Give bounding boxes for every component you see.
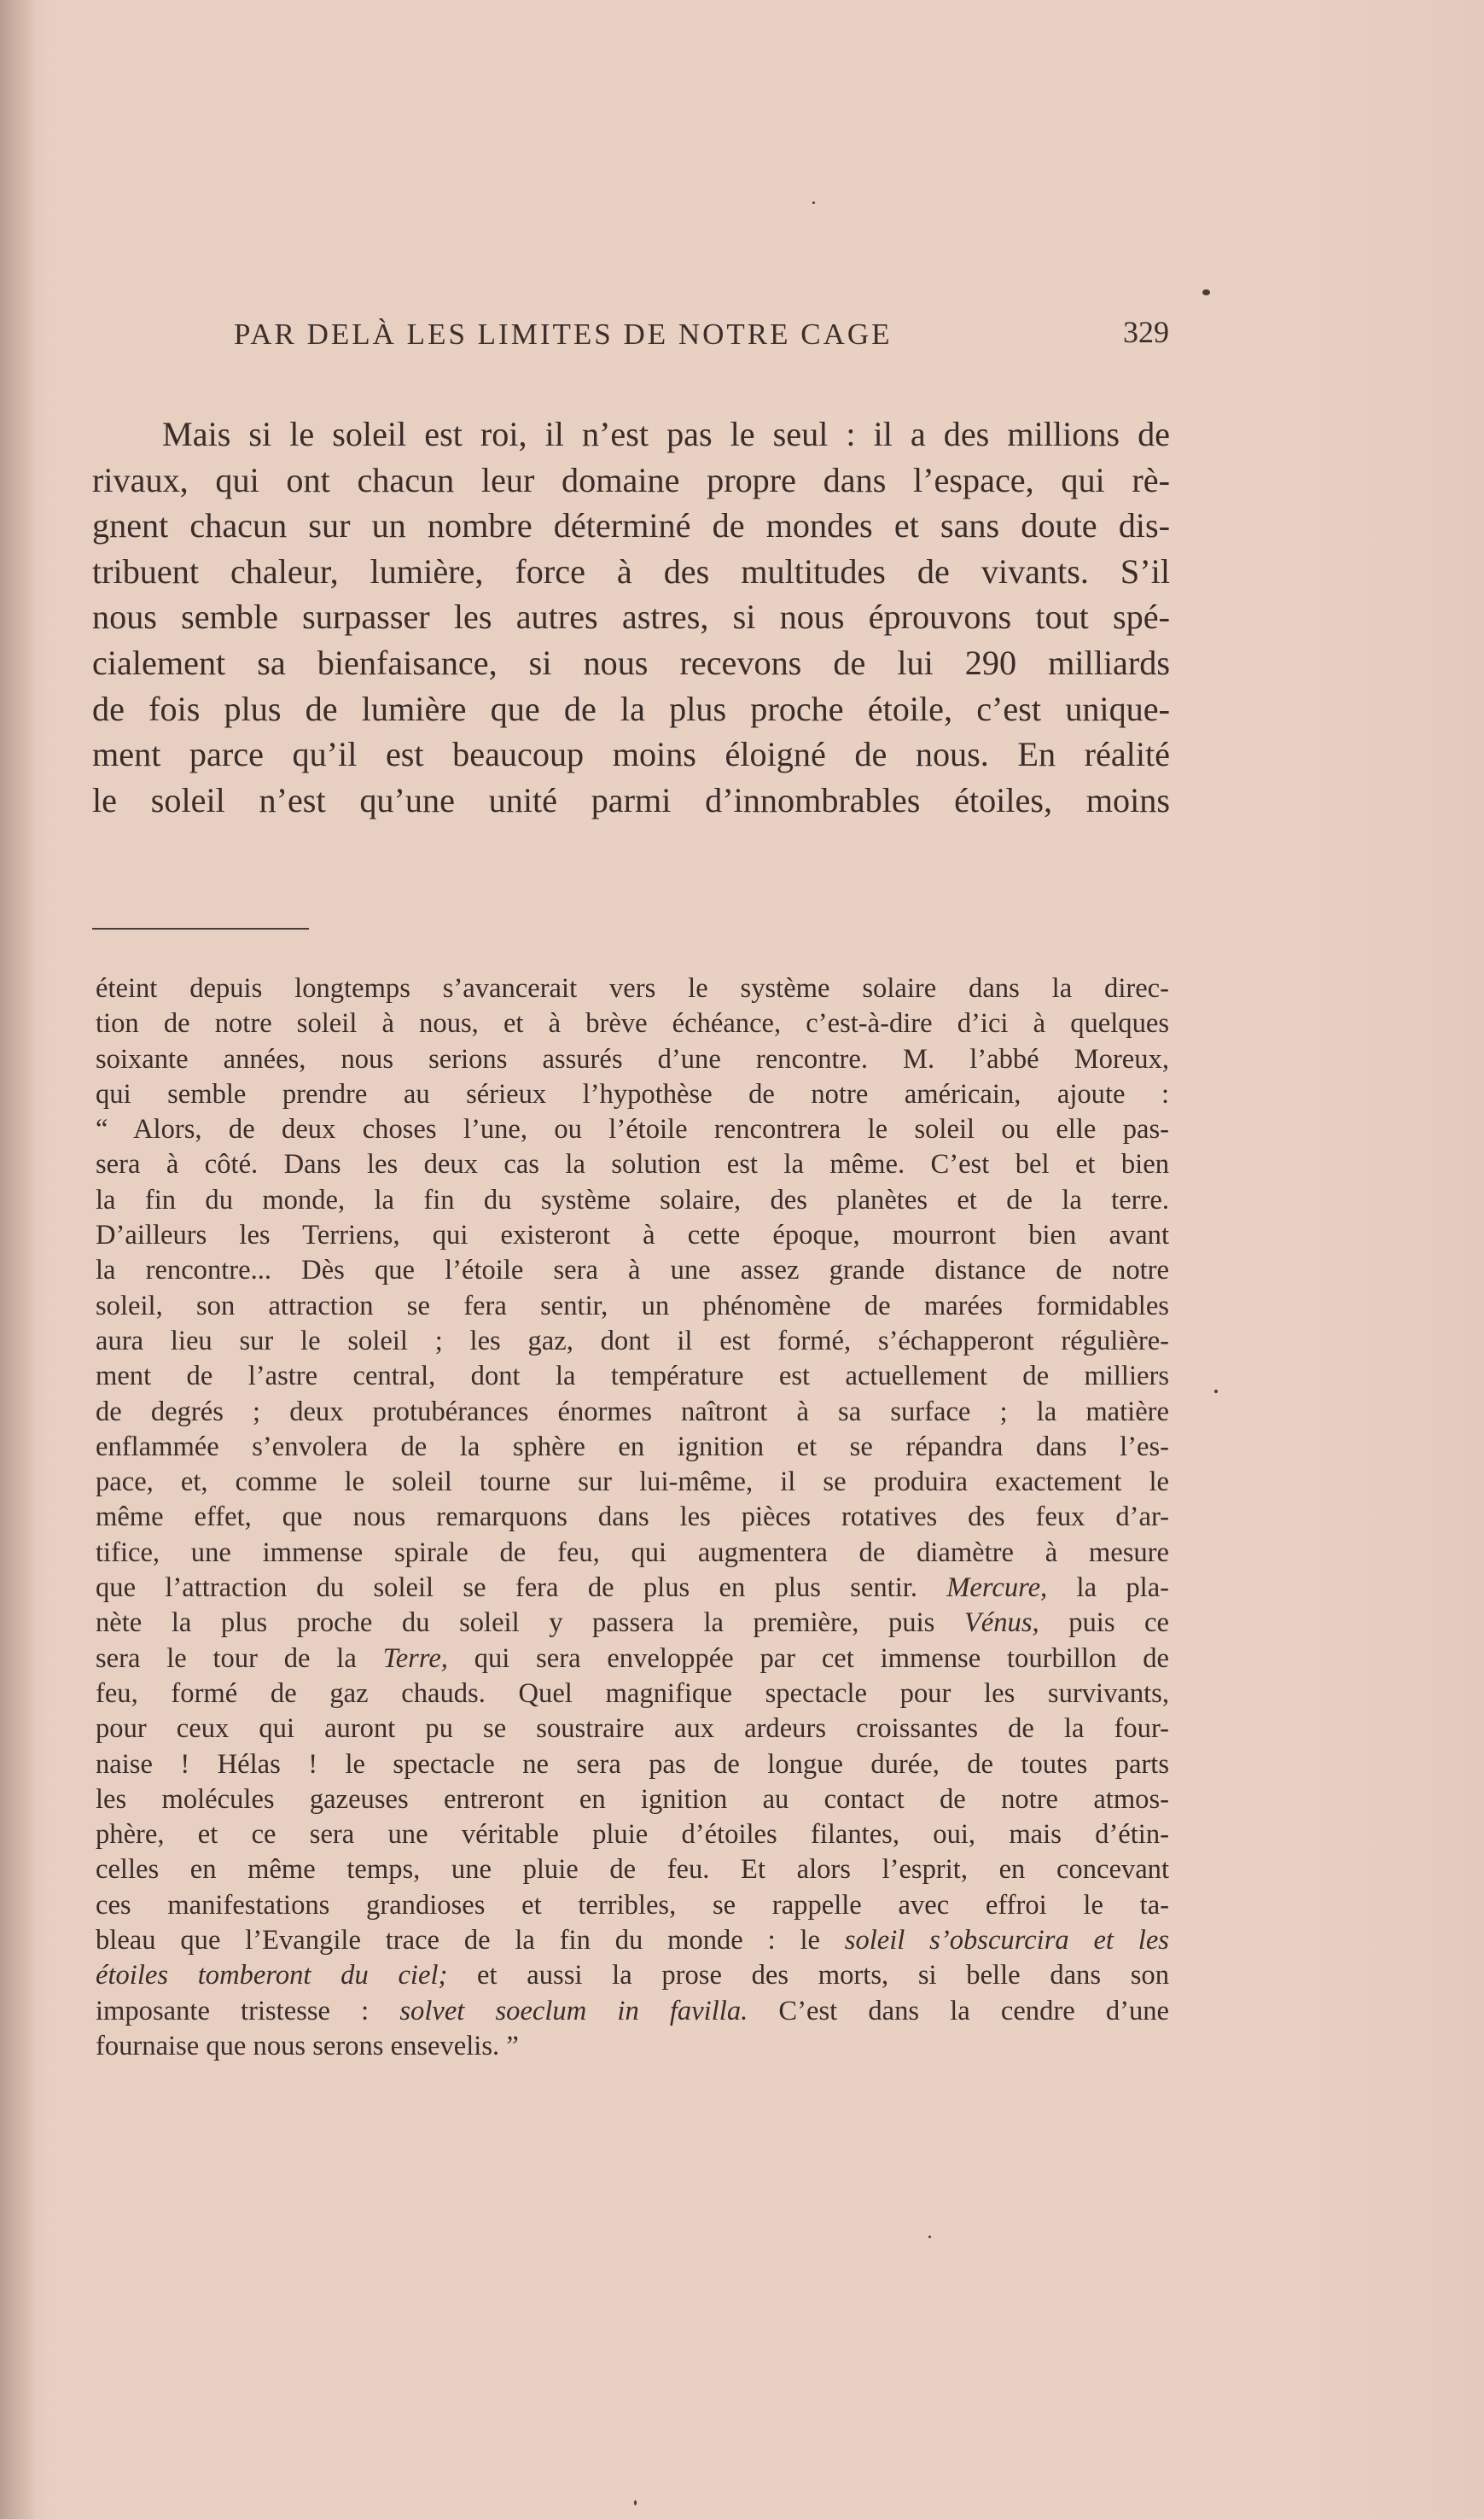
footnote-line <box>96 1395 1169 1430</box>
footnote-line <box>96 1852 1169 1887</box>
footnote-text: les molécules gazeuses entreront en ignition au contact de notre atmos- <box>96 1783 1169 1815</box>
footnote-line <box>96 1888 1169 1923</box>
footnote-text: la fin du monde, la fin du système solaire, des planètes et de la terre. <box>96 1184 1169 1216</box>
ink-speck <box>1214 1390 1218 1393</box>
footnote-text: pace, et, comme le soleil tourne sur lui-même, il se produira exactement le <box>96 1467 1169 1498</box>
footnote-separator <box>92 928 309 930</box>
footnote-text: sera le tour de la <box>96 1642 383 1674</box>
footnote-italic-text: étoiles tomberont du ciel; <box>96 1960 448 1991</box>
footnote-line <box>96 1923 1169 1958</box>
footnote-italic-text: soleil s’obscurcira et les <box>844 1925 1169 1956</box>
footnote-line <box>96 1289 1169 1324</box>
footnote-line <box>96 1253 1169 1288</box>
page-gutter-shadow <box>0 0 36 2519</box>
main-text-line: nous semble surpasser les autres astres, si nous éprouvons tout spé- <box>92 598 1170 637</box>
footnote-line <box>96 1183 1169 1218</box>
footnote-text: de degrés ; deux protubérances énormes naîtront à sa surface ; la matière <box>96 1396 1169 1427</box>
footnote-text: ment de l’astre central, dont la température est actuellement de milliers <box>96 1361 1169 1392</box>
footnote-line <box>96 1994 1169 2029</box>
main-paragraph <box>92 411 1170 823</box>
footnote-line <box>96 1465 1169 1500</box>
footnote-text: tifice, une immense spirale de feu, qui augmentera de diamètre à mesure <box>96 1536 1169 1568</box>
footnote-line <box>96 1536 1169 1571</box>
footnote-line <box>96 1676 1169 1711</box>
ink-speck <box>812 201 815 204</box>
page-header <box>230 311 1169 362</box>
footnote-line <box>96 1958 1169 1993</box>
footnote-text: la rencontre... Dès que l’étoile sera à une assez grande distance de notre <box>96 1255 1169 1286</box>
footnote <box>96 971 1169 2064</box>
footnote-text: que l’attraction du soleil se fera de plus en plus sentir. <box>96 1572 947 1604</box>
ink-speck <box>1202 289 1210 295</box>
main-text-line: gnent chacun sur un nombre déterminé de mondes et sans doute dis- <box>92 506 1170 545</box>
footnote-line <box>96 2029 1169 2064</box>
main-text-line: de fois plus de lumière que de la plus proche étoile, c’est unique- <box>92 689 1170 728</box>
footnote-line <box>96 1711 1169 1746</box>
footnote-text: fournaise que nous serons ensevelis. ” <box>96 2030 519 2061</box>
footnote-line <box>96 1006 1169 1041</box>
footnote-line <box>96 1147 1169 1182</box>
running-title: PAR DELÀ LES LIMITES DE NOTRE CAGE <box>234 318 893 351</box>
footnote-text: qui sera enveloppée par cet immense tourbillon de <box>447 1642 1169 1674</box>
ink-speck <box>928 2236 931 2238</box>
footnote-line <box>96 1218 1169 1253</box>
footnote-text: enflammée s’envolera de la sphère en ignition et se répandra dans l’es- <box>96 1431 1169 1462</box>
footnote-text: éteint depuis longtemps s’avancerait vers le système solaire dans la direc- <box>96 973 1169 1004</box>
footnote-text: phère, et ce sera une véritable pluie d’étoiles filantes, oui, mais d’étin- <box>96 1819 1169 1851</box>
main-text-line: cialement sa bienfaisance, si nous recevons de lui 290 milliards <box>92 643 1170 682</box>
footnote-text: soixante années, nous serions assurés d’une rencontre. M. l’abbé Moreux, <box>96 1043 1169 1075</box>
main-text-line: ment parce qu’il est beaucoup moins éloigné de nous. En réalité <box>92 735 1170 774</box>
footnote-text: aura lieu sur le soleil ; les gaz, dont il est formé, s’échapperont régulière- <box>96 1325 1169 1356</box>
footnote-text: ces manifestations grandioses et terribles, se rappelle avec effroi le ta- <box>96 1889 1169 1921</box>
footnote-line <box>96 1430 1169 1465</box>
footnote-line <box>96 1042 1169 1077</box>
footnote-line <box>96 1782 1169 1817</box>
footnote-text: la pla- <box>1047 1572 1169 1604</box>
footnote-text: tion de notre soleil à nous, et à brève échéance, c’est-à-dire d’ici à quelques <box>96 1008 1169 1040</box>
footnote-text: D’ailleurs les Terriens, qui existeront à cette époque, mourront bien avant <box>96 1220 1169 1251</box>
footnote-line <box>96 1747 1169 1782</box>
footnote-text: même effet, que nous remarquons dans les pièces rotatives des feux d’ar- <box>96 1501 1169 1533</box>
footnote-line <box>96 1641 1169 1676</box>
footnote-line <box>96 1606 1169 1641</box>
main-text-line: le soleil n’est qu’une unité parmi d’innombrables étoiles, moins <box>92 780 1170 819</box>
footnote-text: et aussi la prose des morts, si belle dans son <box>447 1960 1169 1991</box>
footnote-italic-text: Terre, <box>382 1642 448 1674</box>
footnote-line <box>96 1500 1169 1535</box>
footnote-italic-text: Mercure, <box>946 1572 1048 1604</box>
footnote-italic-text: Vénus, <box>963 1607 1039 1639</box>
footnote-line <box>96 971 1169 1006</box>
footnote-text: C’est dans la cendre d’une <box>748 1995 1169 2026</box>
main-text-line: tribuent chaleur, lumière, force à des multitudes de vivants. S’il <box>92 551 1170 591</box>
footnote-text: sera à côté. Dans les deux cas la solution est la même. C’est bel et bien <box>96 1149 1169 1181</box>
footnote-line <box>96 1571 1169 1606</box>
footnote-text: imposante tristesse : <box>96 1995 400 2026</box>
footnote-text: bleau que l’Evangile trace de la fin du monde : le <box>96 1925 845 1956</box>
footnote-text: puis ce <box>1039 1607 1169 1639</box>
main-text-line: Mais si le soleil est roi, il n’est pas le seul : il a des millions de <box>162 415 1170 453</box>
footnote-text: celles en même temps, une pluie de feu. Et alors l’esprit, en concevant <box>96 1854 1169 1886</box>
footnote-line <box>96 1817 1169 1852</box>
footnote-line <box>96 1359 1169 1394</box>
footnote-line <box>96 1077 1169 1112</box>
footnote-italic-text: solvet soeclum in favilla. <box>399 1995 748 2026</box>
footnote-text: soleil, son attraction se fera sentir, un phénomène de marées formidables <box>96 1290 1169 1321</box>
ink-speck <box>634 2500 637 2505</box>
footnote-text: qui semble prendre au sérieux l’hypothèse de notre américain, ajoute : <box>96 1078 1169 1110</box>
main-text-line: rivaux, qui ont chacun leur domaine propre dans l’espace, qui rè- <box>92 460 1170 499</box>
footnote-text: “ Alors, de deux choses l’une, ou l’étoile rencontrera le soleil ou elle pas- <box>96 1114 1169 1146</box>
footnote-text: naise ! Hélas ! le spectacle ne sera pas de longue durée, de toutes parts <box>96 1748 1169 1780</box>
footnote-line <box>96 1112 1169 1147</box>
page-number: 329 <box>1123 315 1169 349</box>
footnote-text: pour ceux qui auront pu se soustraire aux ardeurs croissantes de la four- <box>96 1713 1169 1745</box>
footnote-text: nète la plus proche du soleil y passera la première, puis <box>96 1607 964 1639</box>
footnote-line <box>96 1324 1169 1359</box>
footnote-text: feu, formé de gaz chauds. Quel magnifique spectacle pour les survivants, <box>96 1677 1169 1709</box>
